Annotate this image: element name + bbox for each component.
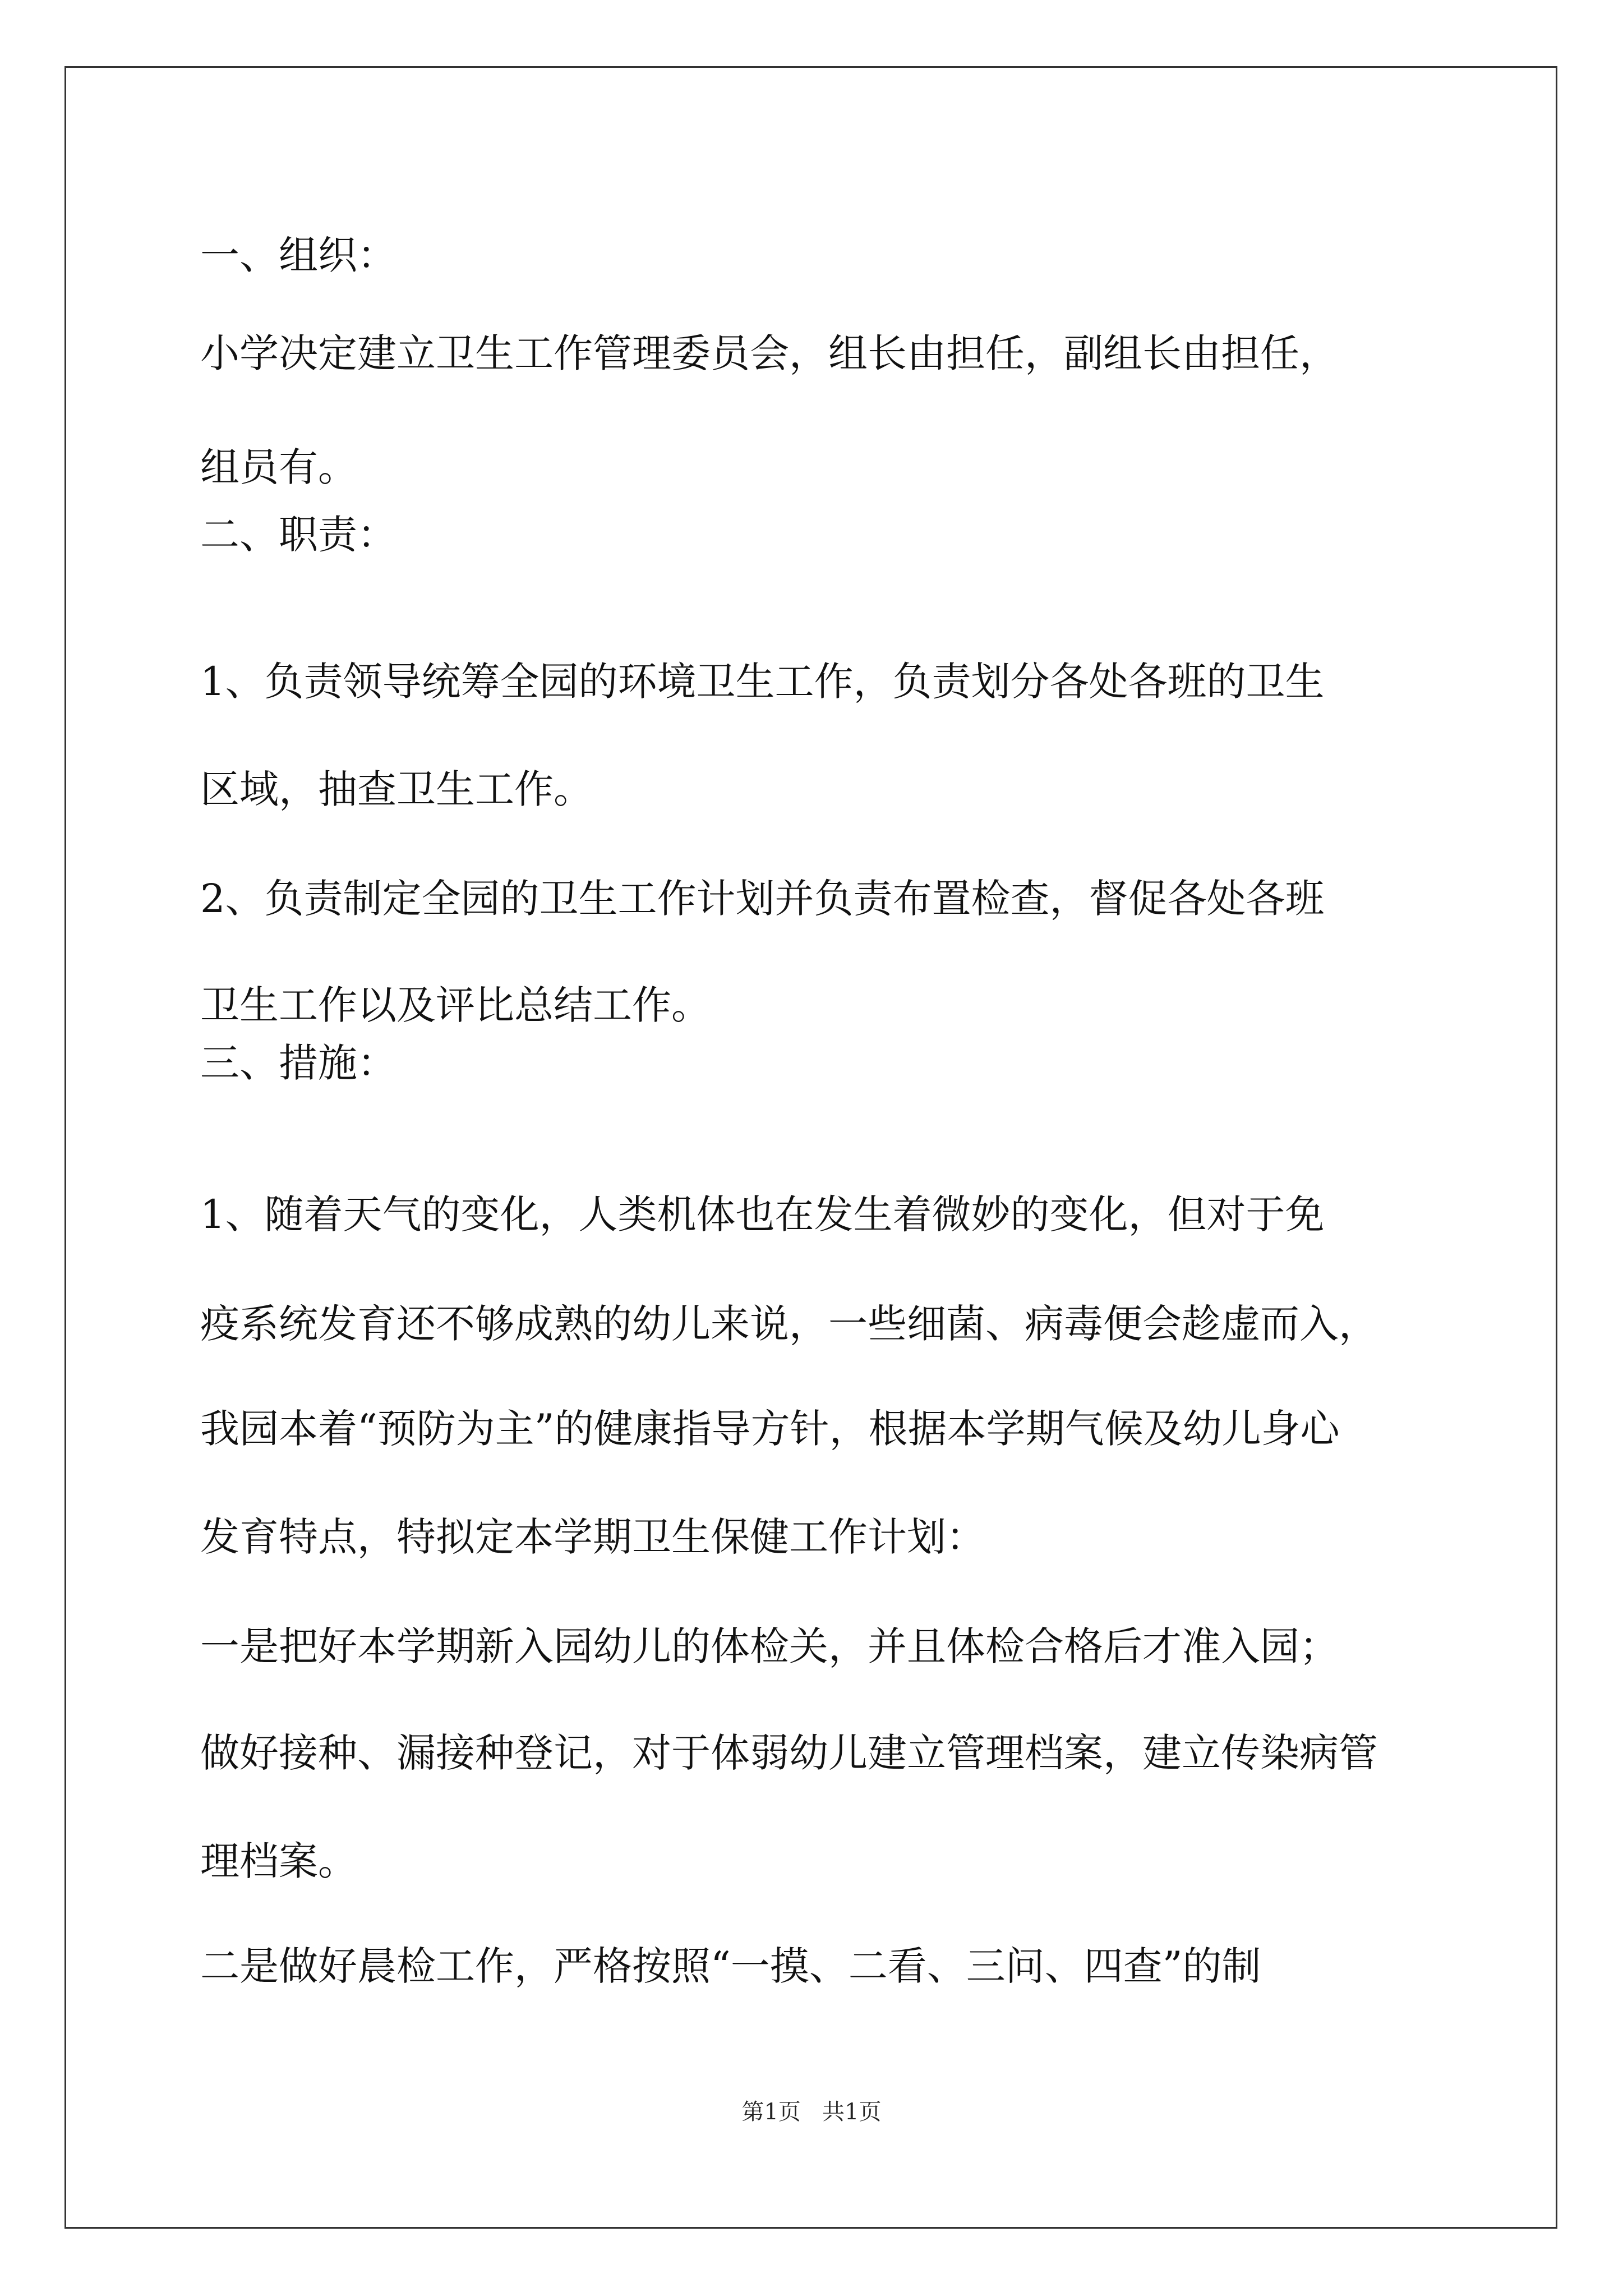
page-number-footer: 第1页 共1页: [741, 2099, 882, 2125]
paragraph-line: 疫系统发育还不够成熟的幼儿来说，一些细菌、病毒便会趁虚而入，: [200, 1301, 1378, 1347]
paragraph-line: 1、负责领导统筹全园的环境卫生工作，负责划分各处各班的卫生: [200, 659, 1325, 705]
paragraph-line: 1、随着天气的变化，人类机体也在发生着微妙的变化，但对于免: [200, 1191, 1325, 1237]
paragraph-line: 卫生工作以及评比总结工作。: [200, 982, 711, 1028]
paragraph-line: 区域，抽查卫生工作。: [200, 766, 593, 812]
paragraph-line: 我园本着“预防为主”的健康指导方针，根据本学期气候及幼儿身心: [200, 1406, 1340, 1452]
paragraph-line: 一是把好本学期新入园幼儿的体检关，并且体检合格后才准入园；: [200, 1623, 1339, 1669]
paragraph-line: 做好接种、漏接种登记，对于体弱幼儿建立管理档案，建立传染病管: [200, 1730, 1378, 1776]
paragraph-line: 二是做好晨检工作，严格按照“一摸、二看、三问、四查”的制: [200, 1943, 1261, 1989]
heading-organization: 一、组织：: [200, 232, 396, 278]
paragraph-line: 组员有。: [200, 444, 357, 490]
page-border: [64, 66, 1557, 2229]
paragraph-line: 发育特点，特拟定本学期卫生保健工作计划：: [200, 1514, 985, 1560]
heading-responsibilities: 二、职责：: [200, 512, 396, 558]
paragraph-line: 2、负责制定全园的卫生工作计划并负责布置检查，督促各处各班: [200, 876, 1325, 922]
heading-measures: 三、措施：: [200, 1040, 396, 1086]
paragraph-line: 理档案。: [200, 1838, 357, 1884]
paragraph-line: 小学决定建立卫生工作管理委员会，组长由担任，副组长由担任，: [200, 330, 1339, 376]
